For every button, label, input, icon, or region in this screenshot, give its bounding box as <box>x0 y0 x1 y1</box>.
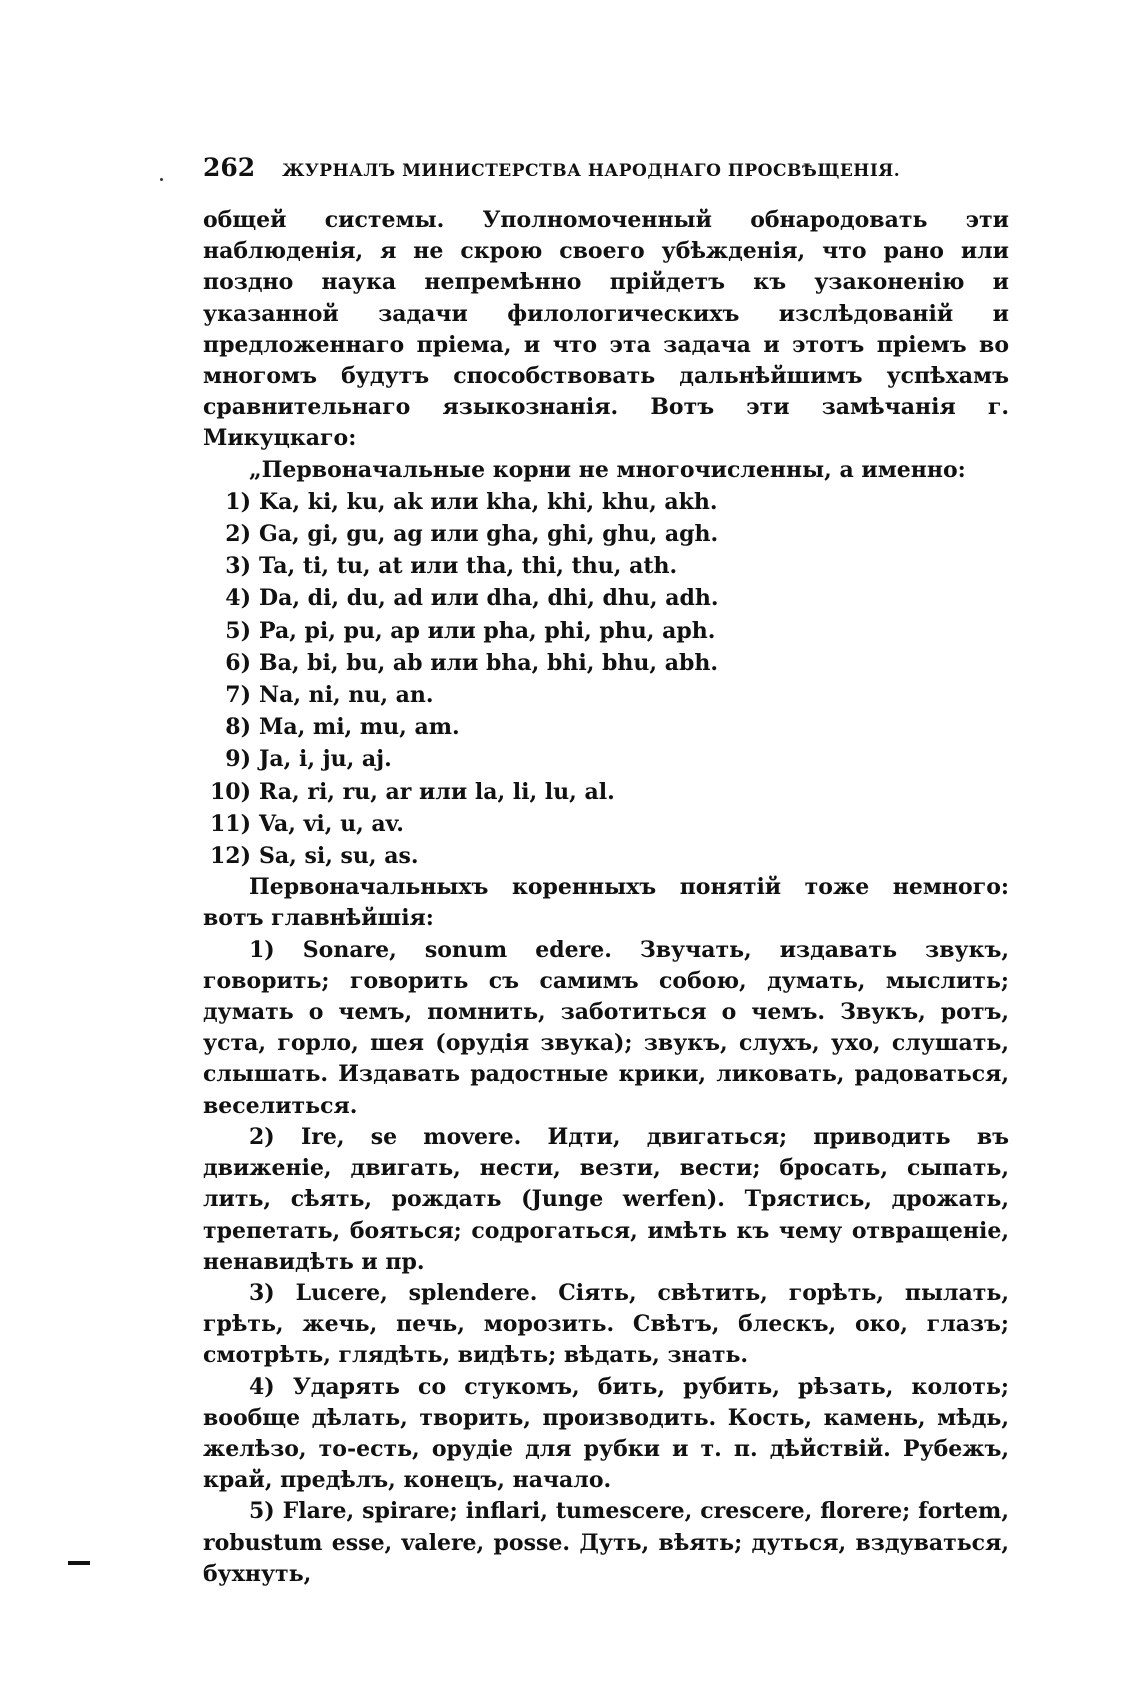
list-item <box>203 647 1009 679</box>
root-text: Pa, pi, pu, ap или pha, phi, phu, aph. <box>259 617 716 644</box>
concept-text: Flare, spirare; inflari, tumescere, crescere, florere; fortem, robustum esse, valere, posse. Дуть, вѣять; дуться, вздуваться, бухнуть, <box>203 1498 1009 1587</box>
concept-text: Lucere, splendere. Сіять, свѣтить, горѣть, пылать, грѣть, жечь, печь, морозить. Свѣтъ, блескъ, око, глазъ; смотрѣть, глядѣть, видѣть; вѣдать, знать. <box>203 1279 1009 1369</box>
running-head <box>203 148 1009 188</box>
journal-title: ЖУРНАЛЪ МИНИСТЕРСТВА НАРОДНАГО ПРОСВѢЩЕНІЯ. <box>282 161 901 181</box>
root-text: Ma, mi, mu, am. <box>259 714 460 741</box>
concept-paragraph <box>203 1496 1009 1590</box>
root-text: Ja, i, ju, aj. <box>259 746 392 773</box>
concept-number: 1) <box>249 936 275 963</box>
scan-mark <box>68 1561 90 1565</box>
concept-number: 5) <box>249 1498 275 1525</box>
list-item <box>203 808 1009 840</box>
root-text: Da, di, du, ad или dha, dhi, dhu, adh. <box>259 585 719 612</box>
root-number: 3) <box>225 553 251 580</box>
concept-text: Ударять со стукомъ, бить, рубить, рѣзать, колоть; вообще дѣлать, творить, производить. Кость, камень, мѣдь, желѣзо, то-есть, орудіе для рубки и т. п. дѣйствій. Рубежъ, край, предѣлъ, конецъ, начало. <box>203 1373 1009 1494</box>
root-number: 7) <box>225 682 251 709</box>
list-item <box>203 776 1009 808</box>
root-text: Ga, gi, gu, ag или gha, ghi, ghu, agh. <box>259 521 719 548</box>
root-number: 12) <box>209 843 251 870</box>
concept-paragraph <box>203 935 1009 1122</box>
concept-paragraph <box>203 1278 1009 1372</box>
roots-heading: „Первоначальные корни не многочисленны, а именно: <box>249 456 966 483</box>
root-text: Na, ni, nu, an. <box>259 682 434 709</box>
root-number: 1) <box>225 488 251 515</box>
list-item <box>203 840 1009 872</box>
root-text: Va, vi, u, av. <box>259 810 404 837</box>
root-number: 10) <box>209 778 251 805</box>
page-number: 262 <box>203 153 256 182</box>
concept-number: 3) <box>249 1279 275 1306</box>
root-text: Ba, bi, bu, ab или bha, bhi, bhu, abh. <box>259 649 719 676</box>
roots-list <box>203 486 1009 872</box>
list-item <box>203 582 1009 614</box>
list-item <box>203 679 1009 711</box>
root-number: 6) <box>225 649 251 676</box>
root-text: Ka, ki, ku, ak или kha, khi, khu, akh. <box>259 488 718 515</box>
concept-paragraph <box>203 1122 1009 1278</box>
list-item <box>203 486 1009 518</box>
list-item <box>203 518 1009 550</box>
list-item <box>203 743 1009 775</box>
root-number: 11) <box>209 810 251 837</box>
intro-paragraph: общей системы. Уполномоченный обнародовать эти наблюденія, я не скрою своего убѣжденія, что рано или поздно наука непремѣнно прійдетъ къ узаконенію и указанной задачи филологическихъ изслѣдованій и предложеннаго пріема, и что эта задача и этотъ пріемъ во многомъ будутъ способствовать дальнѣйшимъ успѣхамъ сравнительнаго языкознанія. Вотъ эти замѣчанія г. Микуцкаго: <box>203 207 1009 452</box>
concept-number: 4) <box>249 1373 275 1400</box>
body-text <box>203 205 1009 1590</box>
concept-text: Sonare, sonum edere. Звучать, издавать звукъ, говорить; говорить съ самимъ собою, думать, мыслить; думать о чемъ, помнить, заботиться о чемъ. Звукъ, ротъ, уста, горло, шея (орудія звука); звукъ, слухъ, ухо, слушать, слышать. Издавать радостные крики, ликовать, радоваться, веселиться. <box>203 936 1009 1119</box>
concept-paragraph <box>203 1372 1009 1497</box>
root-number: 5) <box>225 617 251 644</box>
root-number: 4) <box>225 585 251 612</box>
root-text: Ta, ti, tu, at или tha, thi, thu, ath. <box>259 553 678 580</box>
root-text: Ra, ri, ru, ar или la, li, lu, al. <box>259 778 615 805</box>
scan-speck <box>160 178 163 181</box>
list-item <box>203 550 1009 582</box>
list-item <box>203 711 1009 743</box>
root-number: 8) <box>225 714 251 741</box>
root-text: Sa, si, su, as. <box>259 843 419 870</box>
concepts-heading: Первоначальныхъ коренныхъ понятій тоже немного: вотъ главнѣйшія: <box>203 874 1009 932</box>
list-item <box>203 615 1009 647</box>
root-number: 9) <box>225 746 251 773</box>
concept-number: 2) <box>249 1123 275 1150</box>
root-number: 2) <box>225 521 251 548</box>
concept-text: Ire, se movere. Идти, двигаться; приводить въ движеніе, двигать, нести, везти, вести; бросать, сыпать, лить, сѣять, рождать (Junge werfen). Трястись, дрожать, трепетать, бояться; содрогаться, имѣть къ чему отвращеніе, ненавидѣть и пр. <box>203 1123 1009 1275</box>
